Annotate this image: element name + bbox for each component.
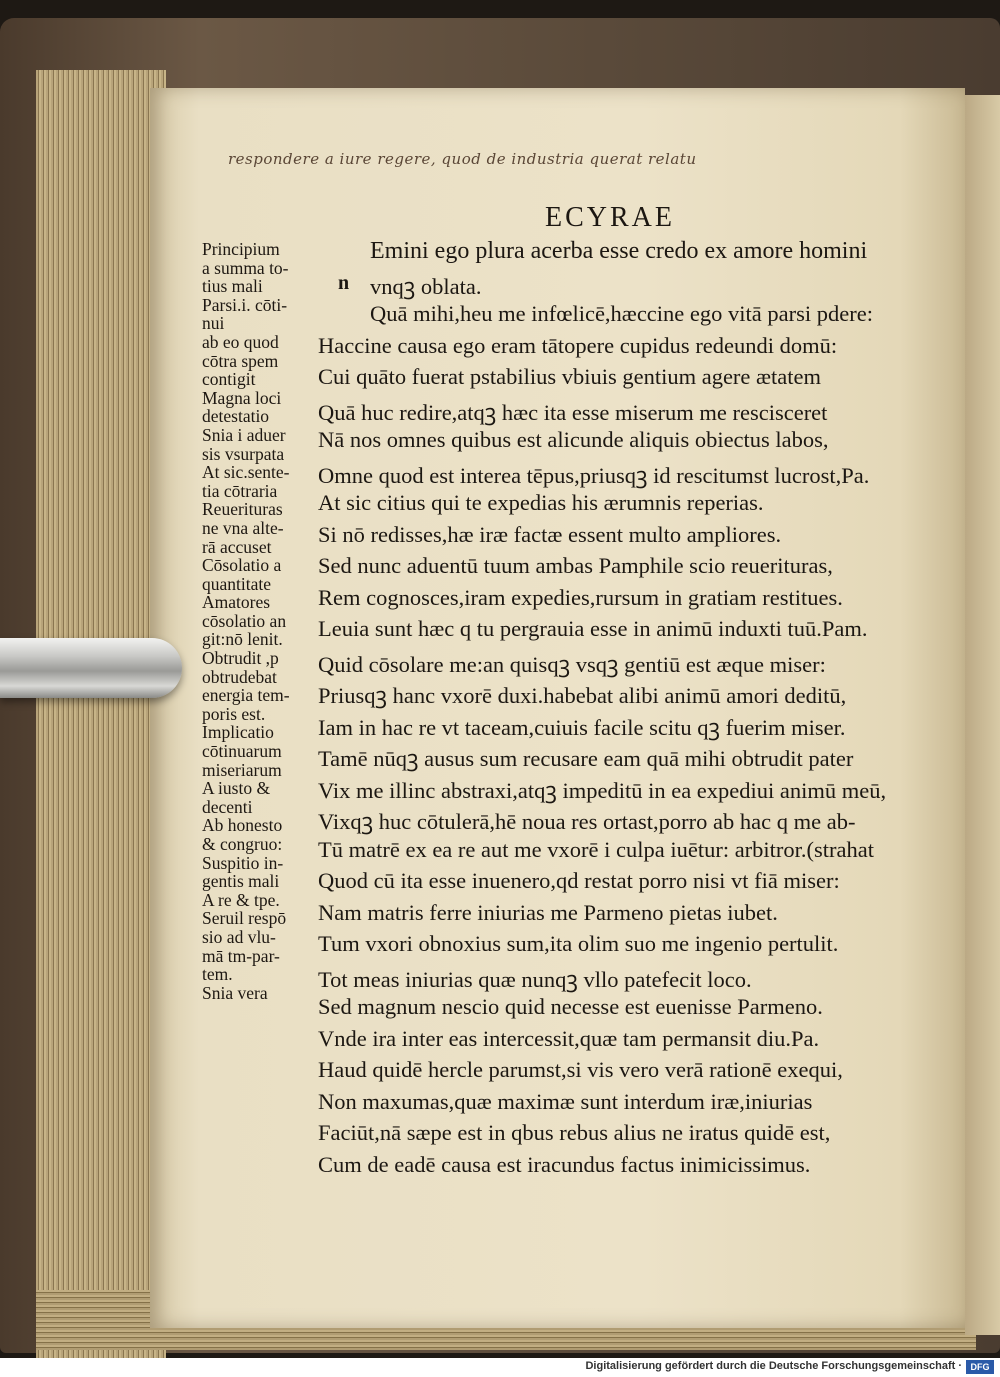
margin-note: a summa to-: [202, 257, 289, 278]
margin-note: Reuerituras: [202, 499, 283, 520]
margin-note: tius mali: [202, 276, 263, 297]
text-line: vnqꝫ oblata.: [370, 273, 482, 299]
text-line: Rem cognosces,iram expedies,rursum in gratiam restitues.: [318, 584, 843, 610]
text-line: Haud quidē hercle parumst,si vis vero verā rationē exequi,: [318, 1057, 843, 1082]
margin-note: cōsolatio an: [202, 610, 287, 631]
text-line: Haccine causa ego eram tātopere cupidus redeundi domū:: [318, 332, 838, 358]
text-line: Quod cū ita esse inuenero,qd restat porro nisi vt fiā miser:: [318, 868, 840, 893]
running-head: ECYRAE: [545, 202, 675, 233]
margin-note: gentis mali: [202, 871, 280, 892]
text-line: Tum vxori obnoxius sum,ita olim suo me ingenio pertulit.: [318, 931, 839, 956]
text-line: Tamē nūqꝫ ausus sum recusare eam quā mihi obtrudit pater: [318, 746, 854, 771]
margin-note: Snia i aduer: [202, 424, 286, 445]
margin-note: Seruil respō: [202, 908, 287, 929]
margin-note: tem.: [202, 964, 233, 985]
text-line: Vixqꝫ huc cōtulerā,hē noua res ortast,porro ab hac q me ab-: [318, 809, 856, 834]
margin-note: & congruo:: [202, 834, 283, 854]
margin-note: A iusto &: [202, 778, 271, 799]
facing-page-edge: [965, 95, 1000, 1335]
margin-note: obtrudebat: [202, 666, 277, 687]
margin-note: Cōsolatio a: [202, 555, 282, 576]
margin-notes: [202, 240, 322, 1002]
text-line: Sed nunc aduentū tuum ambas Pamphile scio reuerituras,: [318, 553, 833, 578]
margin-note: Snia vera: [202, 982, 268, 1003]
text-line: Sed magnum nescio quid necesse est euenisse Parmeno.: [318, 994, 823, 1019]
margin-note: detestatio: [202, 406, 270, 427]
margin-note: quantitate: [202, 573, 272, 594]
margin-note: cōtra spem: [202, 350, 279, 371]
margin-note: sis vsurpata: [202, 443, 285, 464]
margin-note: A re & tpe.: [202, 889, 280, 910]
margin-note: Parsi.i. cōti-: [202, 294, 288, 315]
text-line: Faciūt,nā sæpe est in qbus rebus alius ne iratus quidē est,: [318, 1120, 831, 1145]
text-line: At sic citius qui te expedias his ærumnis reperias.: [318, 490, 764, 515]
text-line: Leuia sunt hæc q tu pergrauia esse in animū induxti tuū.Pam.: [318, 616, 868, 641]
text-line: Tū matrē ex ea re aut me vxorē i culpa iuētur: arbitror.(strahat: [318, 836, 875, 862]
margin-note: Principium: [202, 239, 280, 259]
margin-note: cōtinuarum: [202, 741, 282, 762]
text-line: Vix me illinc abstraxi,atqꝫ impeditū in ea expediui animū meū,: [318, 777, 887, 803]
text-line: Cum de eadē causa est iracundus factus inimicissimus.: [318, 1151, 811, 1177]
speaker-initial: n: [338, 272, 350, 294]
margin-note: contigit: [202, 369, 256, 390]
text-line: Quā mihi,heu me infœlicē,hæccine ego vitā parsi pdere:: [370, 301, 873, 326]
margin-note: Obtrudit ,p: [202, 648, 279, 669]
margin-note: Magna loci: [202, 387, 282, 408]
text-line: Vnde ira inter eas intercessit,quæ tam permansit diu.Pa.: [318, 1025, 820, 1051]
margin-note: git:nō lenit.: [202, 629, 283, 650]
margin-note: energia tem-: [202, 685, 290, 706]
text-line: Nam matris ferre iniurias me Parmeno pietas iubet.: [318, 899, 778, 925]
margin-note: rā accuset: [202, 536, 272, 557]
margin-note: nui: [202, 313, 225, 334]
text-line: Omne quod est interea tēpus,priusqꝫ id rescitumst lucrost,Pa.: [318, 462, 870, 488]
text-line: Tot meas iniurias quæ nunqꝫ vllo patefecit loco.: [318, 966, 752, 992]
text-line: Emini ego plura acerba esse credo ex amore homini: [370, 238, 868, 264]
text-line: Quā huc redire,atqꝫ hæc ita esse miserum me rescisceret: [318, 399, 828, 425]
text-line: Non maxumas,quæ maximæ sunt interdum iræ,iniurias: [318, 1088, 813, 1114]
margin-note: mā tm-par-: [202, 945, 280, 966]
margin-note: Ab honesto: [202, 815, 283, 836]
margin-note: tia cōtraria: [202, 480, 278, 501]
text-line: Si nō redisses,hæ iræ factæ essent multo ampliores.: [318, 521, 782, 547]
page-edges: [36, 70, 166, 1360]
text-line: Quid cōsolare me:an quisqꝫ vsqꝫ gentiū est æque miser:: [318, 651, 826, 677]
text-line: Priusqꝫ hanc vxorē duxi.habebat alibi animū amori deditū,: [318, 683, 847, 708]
handwritten-annotation: respondere a iure regere, quod de industria querat relatu: [228, 150, 697, 168]
text-line: Nā nos omnes quibus est alicunde aliquis obiectus labos,: [318, 427, 829, 452]
margin-note: poris est.: [202, 703, 266, 724]
text-line: Iam in hac re vt taceam,cuiuis facile scitu qꝫ fuerim miser.: [318, 714, 846, 740]
margin-note: decenti: [202, 796, 253, 817]
margin-note: miseriarum: [202, 759, 282, 780]
footer-bar: [0, 1358, 1000, 1377]
funding-credit: Digitalisierung gefördert durch die Deutsche Forschungsgemeinschaft ·: [585, 1360, 962, 1372]
margin-note: ab eo quod: [202, 331, 279, 352]
margin-note: Suspitio in-: [202, 852, 284, 873]
margin-note: ne vna alte-: [202, 517, 284, 538]
page-holder-rod: [0, 638, 182, 698]
margin-note: Implicatio: [202, 722, 274, 743]
margin-note: sio ad vlu-: [202, 926, 276, 947]
dfg-logo: DFG: [966, 1360, 994, 1374]
margin-note: At sic.sente-: [202, 462, 290, 483]
text-line: Cui quāto fuerat pstabilius vbiuis gentium agere ætatem: [318, 364, 822, 389]
margin-note: Amatores: [202, 592, 271, 613]
